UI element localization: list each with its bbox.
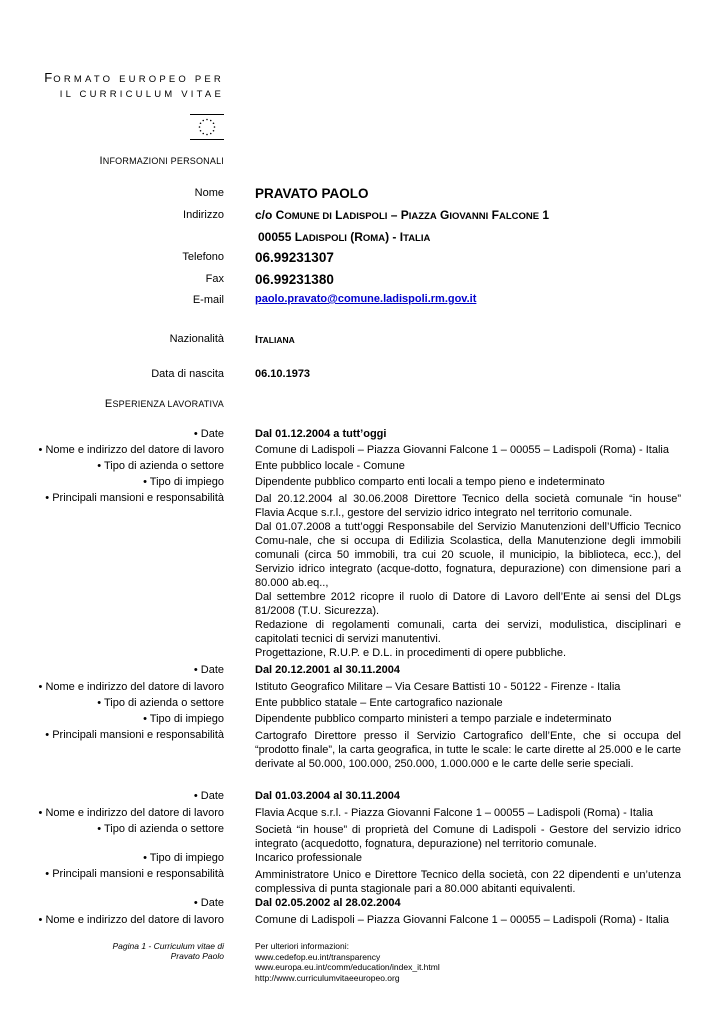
footer-link-cedefop[interactable]: www.cedefop.eu.int/transparency [255,951,381,962]
job3-mansione-1: Amministratore Unico e Direttore Tecnico della società, con 22 dipendenti e un’utenza complessiva di punta stagionale pari a 80.000 abitanti equivalenti. [255,869,681,895]
cv-title-rest: ORMATO EUROPEO PER [53,74,224,85]
eu-star [202,133,204,135]
job1-mansioni-label: • Principali mansioni e responsabilità [45,492,224,504]
eu-star [206,119,208,121]
fax-label: Fax [205,273,224,285]
eu-star [213,130,215,132]
job2-mansione-1: Cartografo Direttore presso il Servizio Cartografico dell’Ente, che si occupa del “prodotto finale”, la carta geografica, in tutte le scale: le carte dirette al 25.000 e le carte derivate al 50.000, 100.000, 250.000, 1.000.000 e le carte delle serie speciali. [255,730,681,770]
job2-mansioni [255,729,681,771]
eu-star [214,126,216,128]
job3-mansioni [255,868,681,896]
indirizzo-line1: c/o COMUNE DI LADISPOLI – PIAZZA GIOVANNI FALCONE 1 [255,208,550,222]
job1-mansioni [255,492,681,660]
footer-page-info [113,941,225,961]
job1-azienda: Ente pubblico locale - Comune [255,460,405,472]
eu-star [200,122,202,124]
eu-star [206,134,208,136]
indirizzo-line2: 00055 LADISPOLI (ROMA) - ITALIA [258,230,431,244]
job3-date: Dal 01.03.2004 al 30.11.2004 [255,790,400,802]
nazionalita-label: Nazionalità [169,333,224,345]
job3-date-label: • Date [193,790,224,802]
eu-star [202,120,204,122]
job1-impiego: Dipendente pubblico comparto enti locali a tempo pieno e indeterminato [255,476,605,488]
eu-star [199,126,201,128]
cv-title-initial: F [44,70,54,85]
job1-date: Dal 01.12.2004 a tutt’oggi [255,428,387,440]
indirizzo-label: Indirizzo [183,209,224,221]
job3-azienda: Società “in house” di proprietà del Comune di Ladispoli - Gestore del servizio idrico integrato (acquedotto, fognatura, depurazione) nel territorio comunale. [255,824,681,850]
nascita-label: Data di nascita [151,368,224,380]
job1-datore-label: • Nome e indirizzo del datore di lavoro [38,444,224,456]
job3-impiego-label: • Tipo di impiego [143,852,224,864]
job1-impiego-label: • Tipo di impiego [143,476,224,488]
job1-mansione-5: Progettazione, R.U.P. e D.L. in procedimenti di opere pubbliche. [255,647,567,659]
eu-star [210,133,212,135]
job3-azienda-label: • Tipo di azienda o settore [97,823,224,835]
job2-azienda-label: • Tipo di azienda o settore [97,697,224,709]
nome-label: Nome [194,187,224,199]
section-work-experience: ESPERIENZA LAVORATIVA [104,398,224,410]
footer-page-line1: Pagina 1 - Curriculum vitae di [112,941,224,951]
job2-datore: Istituto Geografico Militare – Via Cesare Battisti 10 - 50122 - Firenze - Italia [255,681,621,693]
job2-impiego: Dipendente pubblico comparto ministeri a tempo parziale e indeterminato [255,713,612,725]
job3-datore: Flavia Acque s.r.l. - Piazza Giovanni Falcone 1 – 00055 – Ladispoli (Roma) - Italia [255,807,654,819]
footer-page-line2: Pravato Paolo [170,951,224,961]
section-personal-info: INFORMAZIONI PERSONALI [99,155,224,167]
telefono-label: Telefono [182,251,224,263]
job2-mansioni-label: • Principali mansioni e responsabilità [45,729,224,741]
job3-impiego: Incarico professionale [255,852,363,864]
job2-date-label: • Date [193,664,224,676]
job1-azienda-label: • Tipo di azienda o settore [97,460,224,472]
job2-datore-label: • Nome e indirizzo del datore di lavoro [38,681,224,693]
job4-datore: Comune di Ladispoli – Piazza Giovanni Falcone 1 – 00055 – Ladispoli (Roma) - Italia [255,914,669,926]
nascita-value: 06.10.1973 [255,368,311,380]
job2-impiego-label: • Tipo di impiego [143,713,224,725]
job1-mansione-2: Dal 01.07.2008 a tutt’oggi Responsabile del Servizio Manutenzioni dell’Ufficio Tecnico Comu-nale, che si occupa di Edilizia Scolastica, della Manutenzione degli immobili comunali (circa 50 immobili, tra cui 20 scuole, il municipio, la biblioteca, ecc.), del Servizio idrico integrato (acque-dotto, fognatura, depurazione) con dimensione pari a 80.000 ab.eq.., [255,521,681,589]
job1-date-label: • Date [193,428,224,440]
footer-link-cveuropeo[interactable]: http://www.curriculumvitaeeuropeo.org [255,972,400,983]
job4-datore-label: • Nome e indirizzo del datore di lavoro [38,914,224,926]
nome-value: PRAVATO PAOLO [255,186,369,201]
email-link[interactable]: paolo.pravato@comune.ladispoli.rm.gov.it [255,293,477,305]
job4-date-label: • Date [193,897,224,909]
nazionalita-value: ITALIANA [255,334,295,346]
eu-star [210,120,212,122]
job1-datore: Comune di Ladispoli – Piazza Giovanni Falcone 1 – 00055 – Ladispoli (Roma) - Italia [255,444,669,456]
email-label: E-mail [192,294,224,306]
eu-flag-logo [190,114,224,140]
footer-info-heading: Per ulteriori informazioni: [255,941,350,951]
job3-mansioni-label: • Principali mansioni e responsabilità [45,868,224,880]
telefono-value: 06.99231307 [255,250,334,265]
eu-stars-icon [190,115,224,139]
eu-star [200,130,202,132]
footer-links [255,941,440,983]
eu-star [213,122,215,124]
fax-value: 06.99231380 [255,272,334,287]
job2-date: Dal 20.12.2001 al 30.11.2004 [255,664,400,676]
cv-title-line2: IL CURRICULUM VITAE [59,89,224,100]
footer-link-europa[interactable]: www.europa.eu.int/comm/education/index_it.html [255,962,440,972]
job2-azienda: Ente pubblico statale – Ente cartografico nazionale [255,697,503,709]
job1-mansione-1: Dal 20.12.2004 al 30.06.2008 Direttore Tecnico della società comunale “in house” Flavia Acque s.r.l., gestore del servizio idrico integrato nel territorio comunale. [255,493,681,519]
job3-datore-label: • Nome e indirizzo del datore di lavoro [38,807,224,819]
job1-mansione-3: Dal settembre 2012 ricopre il ruolo di Datore di Lavoro dell’Ente ai sensi del DLgs 81/2008 (T.U. Sicurezza). [255,591,681,617]
cv-title-line1 [44,70,224,85]
job4-date: Dal 02.05.2002 al 28.02.2004 [255,897,401,909]
job1-mansione-4: Redazione di regolamenti comunali, carta dei servizi, modulistica, disciplinari e capitolati tecnici di servizi manutentivi. [255,619,681,645]
